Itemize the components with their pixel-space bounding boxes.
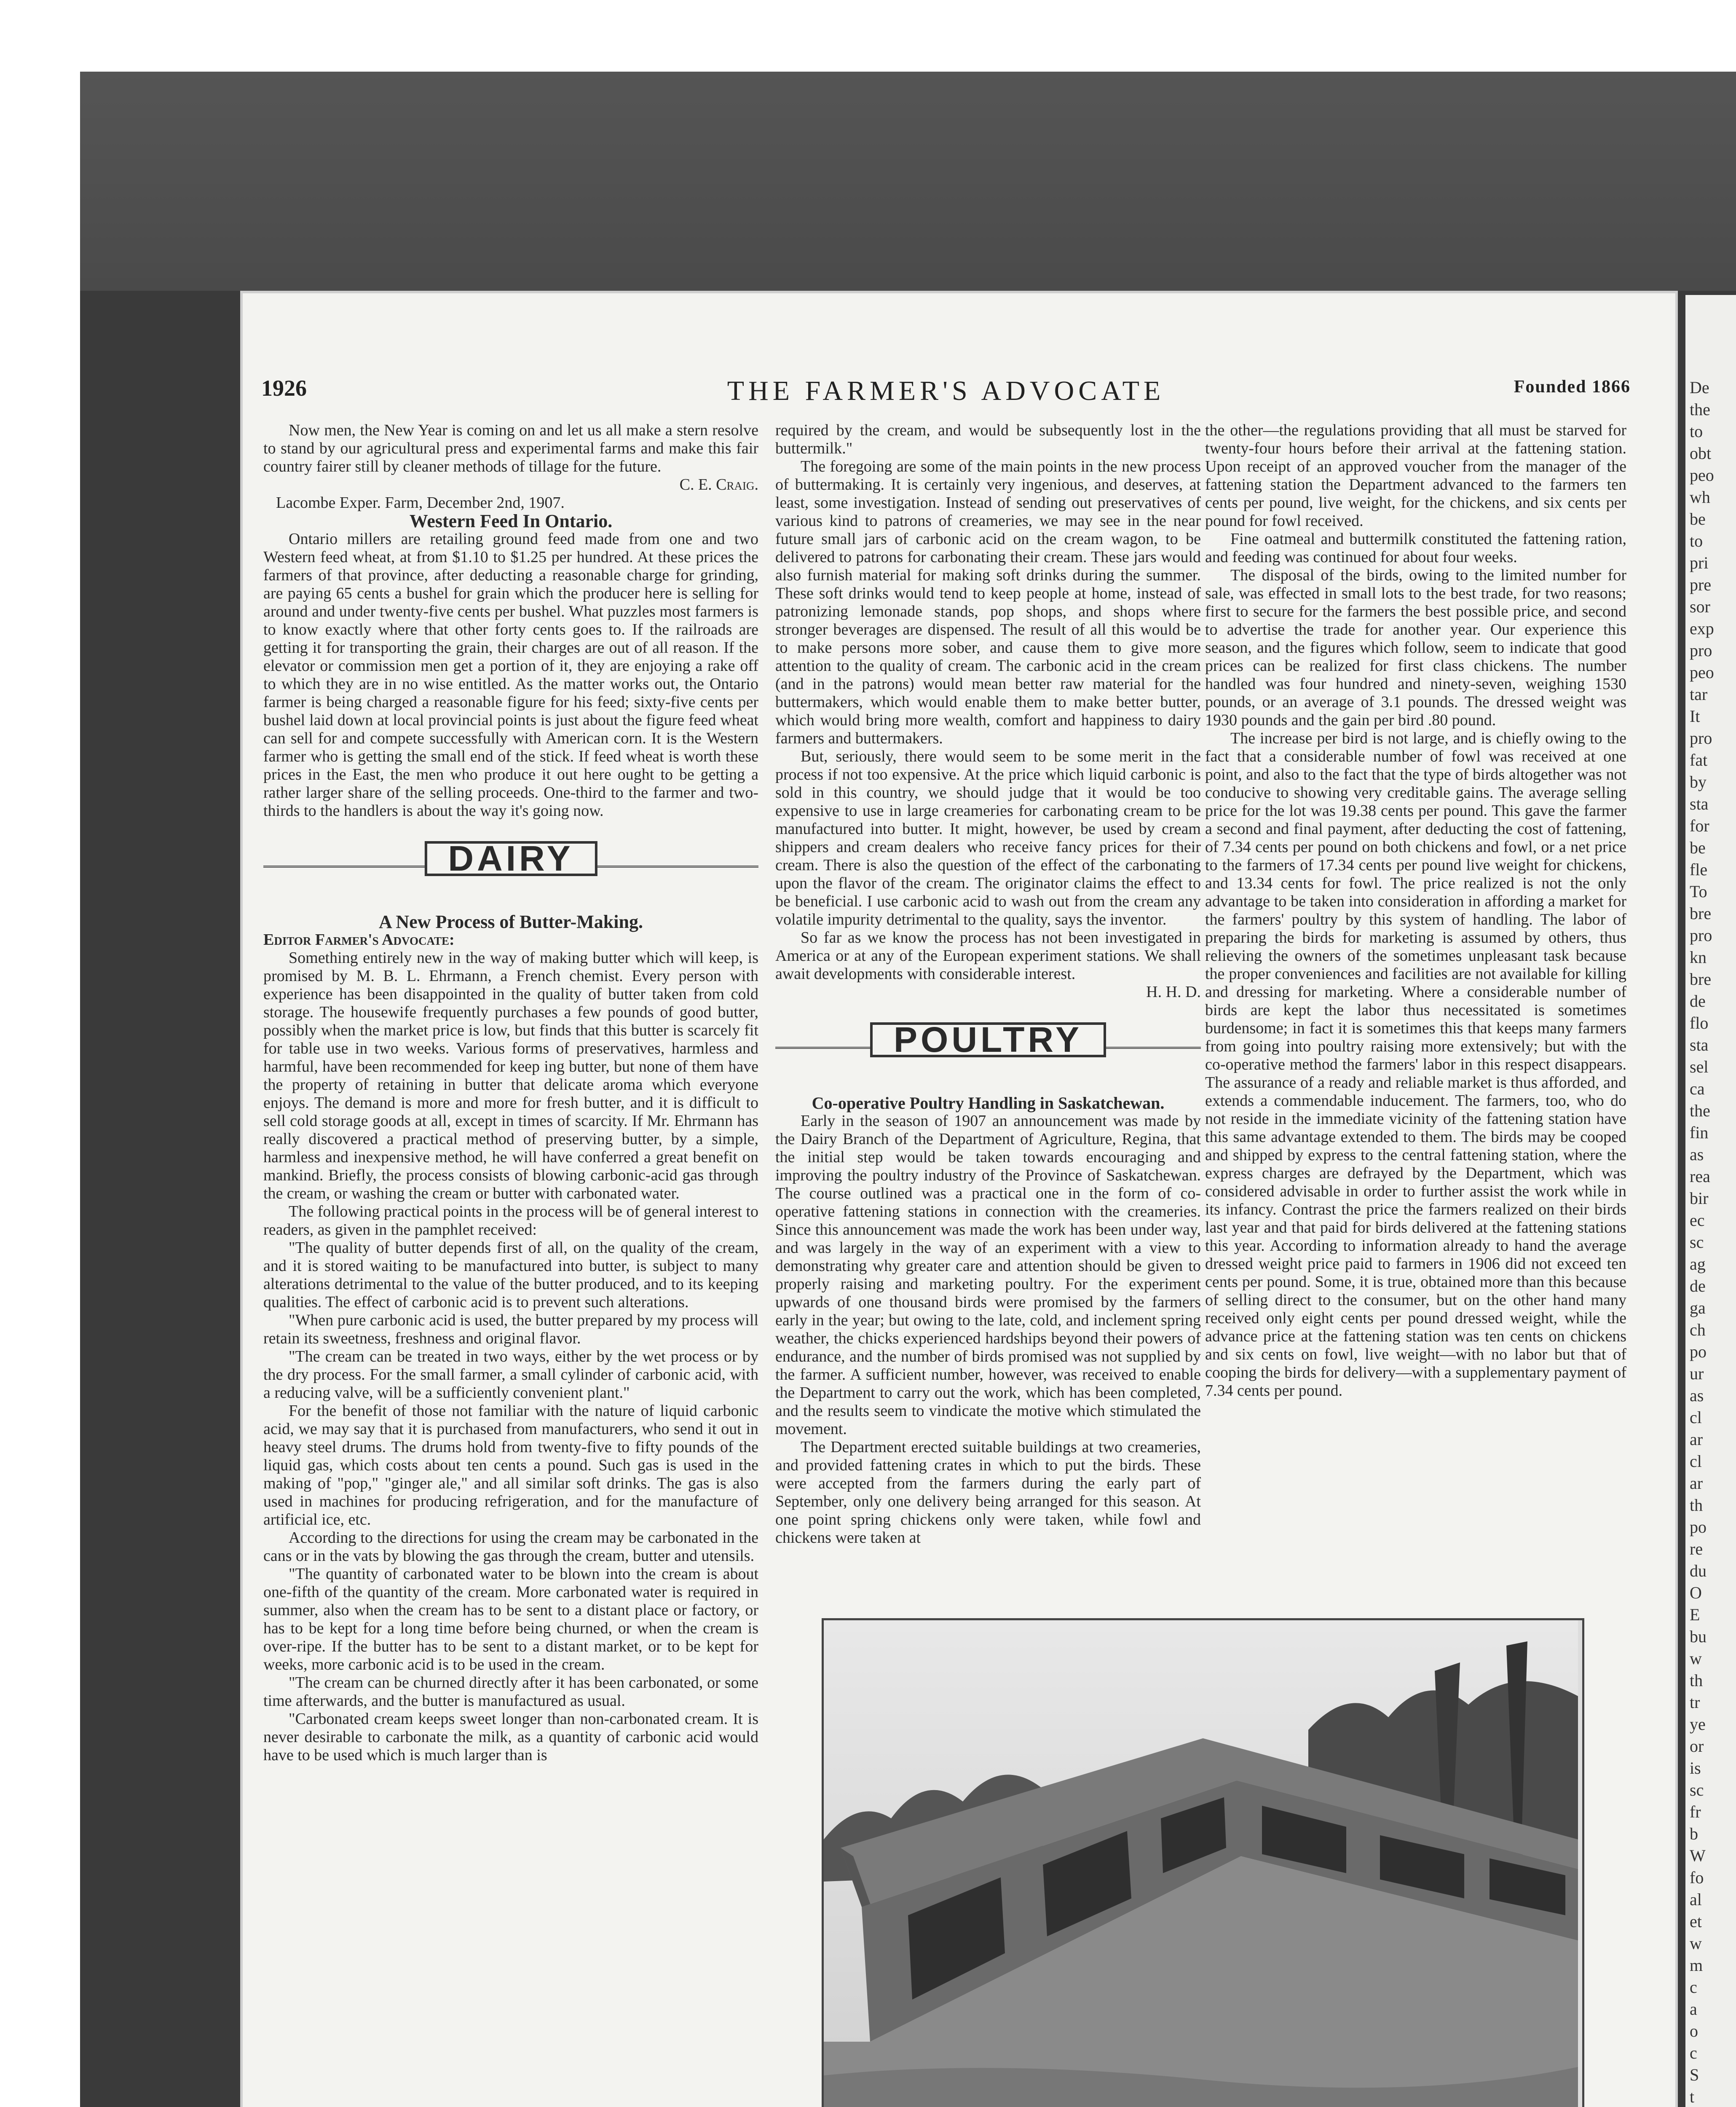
adjacent-page-fragment: bre (1690, 970, 1712, 989)
adjacent-page-fragment: as (1690, 1386, 1704, 1405)
adjacent-page-fragment: bre (1690, 904, 1712, 923)
coop-continued: The increase per bird is not large, and is chiefly owing to the fact that a considerable number of fowl was received at one point, and also to the fact that the type of birds altogether was not conducive to showing very creditable gains. The average selling price for the lot was 19.38 cents per pound. This gave the farmer a second and final payment, after deducting the cost of fattening, of 7.34 cents per pound on both chickens and fowl, or a net price to the farmers of 17.34 cents per pound live weight for chickens, and 13.34 cents for fowl. The price realized is not the only advantage to be taken into consideration in affording a market for the farmers' poultry by this system of handling. The labor of preparing the birds for marketing is assumed by others, thus relieving the owners of the sometimes unpleasant task because the proper conveniences and facilities are not available for killing and dressing for marketing. Where a considerable number of birds are kept the labor thus necessitated is sometimes burdensome; in fact it is sometimes this that keeps many farmers from going into poultry raising more extensively; but with the co-operative method the farmers' labor in this respect disappears. The assurance of a ready and reliable market is thus afforded, and extends a commendable inducement. The farmers, too, who do not reside in the immediate vicinity of the fattening station have this same advantage extended to them. The birds may be cooped and shipped by express to the central fattening station, where the express charges are defrayed by the Department, which was considered advisable in order to further assist the work while in its infancy. Contrast the price the farmers realized on their birds last year and that paid for birds delivered at the fattening stations this year. According to information already to hand the average dressed weight price paid to farmers in 1906 did not exceed ten cents per pound. Some, it is true, obtained more than this because of selling direct to the consumer, but on the other hand many received only eight cents per pound dressed weight, while the advance price at the fattening station was ten cents on chickens and six cents on fowl, live weight—with no labor but that of cooping the birds for delivery—with a supplementary payment of 7.34 cents per pound. (1205, 729, 1626, 1399)
intro-dateline: Lacombe Exper. Farm, December 2nd, 1907. (276, 494, 565, 512)
butter-continued: But, seriously, there would seem to be some merit in the process if not too expensive. At the price which liquid carbonic is sold in this country, we should judge that it would be too expensive to use in large creameries for carbonating cream to be manufactured into butter. It might, however, be used by cream shippers and cream dealers who receive fancy prices for their cream. There is also the question of the effect of the carbonating upon the flavor of the cream. The originator claims the effect to be beneficial. I use carbonic acid to wash out from the cream any volatile impurity detrimental to the quality, says the inventor. (775, 748, 1201, 928)
scanner-frame-top (80, 72, 1736, 291)
poultry-banner-label: POULTRY (870, 1022, 1106, 1057)
butter-continued: required by the cream, and would be subsequently lost in the buttermilk." (775, 421, 1201, 457)
adjacent-page-fragment: be (1690, 509, 1706, 528)
adjacent-page-fragment: for (1690, 816, 1709, 835)
adjacent-page-fragment: th (1690, 1496, 1703, 1515)
adjacent-page-fragment: pro (1690, 641, 1712, 660)
coop-poultry-heading: Co-operative Poultry Handling in Saskatchewan. (812, 1094, 1165, 1112)
adjacent-page-fragment: bu (1690, 1627, 1707, 1646)
adjacent-page-fragment: fle (1690, 860, 1708, 879)
adjacent-page-fragment: fr (1690, 1802, 1701, 1821)
adjacent-page-fragment: peo (1690, 663, 1714, 682)
adjacent-page-fragment: a (1690, 2000, 1697, 2019)
adjacent-page-fragment: be (1690, 838, 1706, 857)
adjacent-page-fragment: O (1690, 1583, 1702, 1602)
adjacent-page-fragment: De (1690, 378, 1709, 397)
column-3 (1205, 421, 1626, 1433)
adjacent-page-fragment: th (1690, 1671, 1703, 1690)
adjacent-page-fragment: rea (1690, 1167, 1710, 1186)
western-feed-text: Ontario millers are retailing ground feed made from one and two Western feed wheat, at from $1.10 to $1.25 per hundred. At these prices the farmers of that province, after deducting a reasonable charge for grinding, are paying 65 cents a bushel for grain which the producer here is selling for around and under twenty-five cents per bushel. What puzzles most farmers is to know exactly where that other forty cents goes to. If the railroads are getting it for transporting the grain, their charges are out of all reason. If the elevator or commission men get a portion of it, they are enjoying a rake off to which they are in no wise entitled. As the matter works out, the Ontario farmer is being charged a reasonable figure for his feed; sixty-five cents per bushel laid down at local provincial points is just about the figure feed wheat can sell for and compete successfully with American corn. It is the Western farmer who is getting the small end of the stick. If feed wheat is worth these prices in the East, the men who produce it out here ought to be getting a rather larger share of the selling proceeds. One-third to the farmer and two-thirds to the handlers is about the way it's going now. (263, 530, 758, 820)
adjacent-page-fragment: po (1690, 1342, 1707, 1361)
adjacent-page-fragment: t (1690, 2087, 1695, 2106)
adjacent-page-fragment: sc (1690, 1780, 1704, 1799)
adjacent-page-fragment: ca (1690, 1079, 1705, 1098)
adjacent-page-fragment: ye (1690, 1715, 1706, 1734)
adjacent-page-fragment: pro (1690, 729, 1712, 748)
butter-paragraph: According to the directions for using the cream may be carbonated in the cans or in the vats by blowing the gas through the cream, butter and utensils. (263, 1529, 758, 1565)
column-2 (775, 421, 1201, 1547)
dairy-banner (263, 833, 758, 900)
adjacent-page-fragment: the (1690, 1101, 1710, 1120)
adjacent-page-fragment: To (1690, 882, 1707, 901)
butter-paragraph: "The quality of butter depends first of all, on the quality of the cream, and it is stored waiting to be manufactured into butter, is subject to many alterations detrimental to the value of the butter produced, and to its keeping qualities. The effect of carbonic acid is to prevent such alterations. (263, 1239, 758, 1311)
adjacent-page-fragment: wh (1690, 488, 1710, 507)
poultry-house-illustration (824, 1620, 1578, 2107)
adjacent-page-fragment: is (1690, 1759, 1701, 1777)
page-header (261, 375, 1631, 413)
adjacent-page-fragment: the (1690, 400, 1710, 419)
adjacent-page-fragment: fat (1690, 751, 1708, 769)
butter-paragraph: "The cream can be churned directly after it has been carbonated, or some time afterwards, and the butter is manufactured as usual. (263, 1674, 758, 1710)
butter-paragraph: For the benefit of those not familiar with the nature of liquid carbonic acid, we may say that it is purchased from manufacturers, who send it out in heavy steel drums. The drums hold from twenty-five to fifty pounds of the liquid gas, which costs about ten cents a pound. Such gas is used in the making of "pop," "ginger ale," and all similar soft drinks. The gas is also used in machines for producing refrigeration, and for the manufacture of artificial ice, etc. (263, 1402, 758, 1528)
adjacent-page-fragment: S (1690, 2065, 1699, 2084)
adjacent-page-fragment: ar (1690, 1474, 1703, 1493)
adjacent-page-fragment: c (1690, 1978, 1697, 1997)
butter-paragraph: The following practical points in the process will be of general interest to readers, as given in the pamphlet received: (263, 1203, 758, 1238)
adjacent-page-fragment: c (1690, 2043, 1697, 2062)
butter-paragraph: "The cream can be treated in two ways, either by the wet process or by the dry process. For the small farmer, a small cylinder of carbonic acid, with a reducing valve, will be a sufficiently convenient plant." (263, 1348, 758, 1402)
adjacent-page-fragment: to (1690, 531, 1703, 550)
adjacent-page-fragment: re (1690, 1539, 1703, 1558)
intro-signature: C. E. Craig. (679, 476, 758, 493)
coop-continued: The disposal of the birds, owing to the limited number for sale, was effected in small lots to the best trade, for two reasons; first to secure for the farmers the best possible price, and second to advertise the trade for another year. Our experience this season, and the figures which follow, seem to indicate that good prices can be realized for first class chickens. The number handled was four hundred and ninety-seven, weighing 1530 pounds, or an average of 3.1 pounds. The dressed weight was 1930 pounds and the gain per bird .80 pound. (1205, 566, 1626, 729)
adjacent-page-fragment: to (1690, 422, 1703, 441)
butter-paragraph: "The quantity of carbonated water to be blown into the cream is about one-fifth of the quantity of the cream. More carbonated water is required in summer, also when the cream has to be sent to a distant place or factory, or has to be kept for a long time before being churned, or when the cream is over-ripe. If the butter has to be sent to a distant market, or to be kept for weeks, more carbonic acid is to be used in the cream. (263, 1565, 758, 1673)
poultry-house-photo (822, 1618, 1584, 2107)
adjacent-page-fragment: sel (1690, 1057, 1709, 1076)
butter-continued: So far as we know the process has not been investigated in America or at any of the European experiment stations. We shall await developments with considerable interest. (775, 929, 1201, 983)
butter-continued: The foregoing are some of the main points in the new process of buttermaking. It is certainly very ingenious, and deserves, at least, some investigation. Instead of sending out preservatives of various kind to patrons of creameries, we may see in the near future small jars of carbonic acid on the cream wagon, to be delivered to patrons for carbonating their cream. These jars would also furnish material for making soft drinks during the summer. These soft drinks would tend to keep people at home, instead of patronizing lemonade stands, pop shops, and shops where stronger beverages are dispensed. The result of all this would be to make persons more sober, and cause them to give more attention to the quality of cream. The carbonic acid in the cream (and in the patrons) would mean better raw material for the buttermakers, which would enable them to make better butter, which would bring more wealth, comfort and happiness to dairy farmers and buttermakers. (775, 458, 1201, 747)
adjacent-page-fragment: pre (1690, 575, 1712, 594)
western-feed-heading: Western Feed In Ontario. (409, 511, 613, 531)
coop-paragraph: The Department erected suitable buildings at two creameries, and provided fattening crates in which to put the birds. These were accepted from the farmers during the early part of September, only one delivery being arranged for this season. At one point spring chickens only were taken, while fowl and chickens were taken at (775, 1438, 1201, 1547)
editor-salutation: Editor Farmer's Advocate: (263, 931, 455, 949)
adjacent-page-fragment: ar (1690, 1430, 1703, 1449)
intro-paragraph: Now men, the New Year is coming on and let us all make a stern resolve to stand by our agricultural press and experimental farms and make this fair country fairer still by cleaner methods of tillage for the future. (263, 421, 758, 475)
adjacent-page-fragment: al (1690, 1890, 1702, 1909)
adjacent-page-fragment: ag (1690, 1255, 1706, 1273)
adjacent-page-fragment: ur (1690, 1364, 1704, 1383)
adjacent-page-fragment: flo (1690, 1013, 1709, 1032)
adjacent-page-fragment: by (1690, 772, 1707, 791)
coop-continued: the other—the regulations providing that all must be starved for twenty-four hours before their arrival at the fattening station. Upon receipt of an approved voucher from the manager of the fattening station the Department advanced to the farmers ten cents per pound, live weight, for the chickens, and six cents per pound for fowl received. (1205, 421, 1626, 530)
adjacent-page-fragment: kn (1690, 948, 1707, 967)
adjacent-page-fragment: m (1690, 1956, 1703, 1975)
column-1 (263, 421, 758, 2107)
adjacent-page-fragment: o (1690, 2021, 1698, 2040)
butter-paragraph: Something entirely new in the way of making butter which will keep, is promised by M. B. L. Ehrmann, a French chemist. Every person with experience has been disappointed in the quality of butter taken from cold storage. The housewife frequently purchases a few pounds of good butter, possibly when the market price is low, but finds that this butter is scarcely fit for table use in two weeks. Various forms of preservatives, harmless and harmful, have been recommended for keep ing butter, but none of them have the property of retaining in butter that delicate aroma which everyone enjoys. The demand is more and more for fresh butter, and it is difficult to sell cold storage goods at all, except in times of scarcity. If Mr. Ehrmann has really discovered a practical method of preserving butter, by a simple, harmless and inexpensive method, he will have conferred a great benefit on mankind. Briefly, the process consists of blowing carbonic-acid gas through the cream, or washing the cream or butter with carbonated water. (263, 949, 758, 1202)
adjacent-page-fragment: pri (1690, 553, 1709, 572)
adjacent-page-fragment: exp (1690, 619, 1714, 638)
adjacent-page-fragment: du (1690, 1561, 1707, 1580)
adjacent-page-fragment: or (1690, 1737, 1704, 1756)
adjacent-page-fragment: w (1690, 1934, 1702, 1953)
adjacent-page-fragment: ec (1690, 1211, 1705, 1230)
adjacent-page-fragment: de (1690, 1276, 1706, 1295)
coop-continued: Fine oatmeal and buttermilk constituted the fattening ration, and feeding was continued for about four weeks. (1205, 530, 1626, 566)
adjacent-page-fragment: pro (1690, 926, 1712, 945)
adjacent-page-fragment: obt (1690, 444, 1712, 463)
adjacent-page-fragment: fo (1690, 1868, 1704, 1887)
adjacent-page-fragment: ga (1690, 1298, 1706, 1317)
adjacent-page-fragment: de (1690, 992, 1706, 1011)
adjacent-page-fragment: E (1690, 1605, 1700, 1624)
poultry-banner (775, 1014, 1201, 1081)
adjacent-page-fragment: as (1690, 1145, 1704, 1164)
adjacent-page-fragment: sta (1690, 1035, 1709, 1054)
adjacent-page-fragment: fin (1690, 1123, 1709, 1142)
adjacent-page-fragment: b (1690, 1824, 1698, 1843)
adjacent-page-fragment: w (1690, 1649, 1702, 1668)
adjacent-page-fragment: po (1690, 1517, 1707, 1536)
butter-signature: H. H. D. (1146, 983, 1201, 1001)
adjacent-page-fragment: et (1690, 1912, 1702, 1931)
page-number: 1926 (261, 375, 307, 401)
butter-paragraph: "When pure carbonic acid is used, the butter prepared by my process will retain its sweetness, freshness and original flavor. (263, 1311, 758, 1347)
adjacent-page-fragment: peo (1690, 466, 1714, 485)
butter-paragraph: "Carbonated cream keeps sweet longer than non-carbonated cream. It is never desirable to carbonate the milk, as a quantity of carbonic acid would have to be used which is much larger than is (263, 1710, 758, 1764)
adjacent-page-fragment: It (1690, 707, 1700, 726)
adjacent-page-fragment: ch (1690, 1320, 1706, 1339)
adjacent-page-fragment: cl (1690, 1452, 1702, 1471)
butter-heading: A New Process of Butter-Making. (379, 911, 643, 932)
adjacent-page-fragment: bir (1690, 1189, 1709, 1208)
adjacent-page-fragment: sta (1690, 794, 1709, 813)
dairy-banner-label: DAIRY (424, 841, 597, 876)
adjacent-page-edge (1685, 295, 1736, 2107)
publication-title: THE FARMER'S ADVOCATE (727, 375, 1165, 406)
founded-note: Founded 1866 (1514, 377, 1631, 397)
adjacent-page-fragment: W (1690, 1846, 1706, 1865)
adjacent-page-fragment: cl (1690, 1408, 1702, 1427)
adjacent-page-fragment: sc (1690, 1233, 1704, 1252)
adjacent-page-fragment: tar (1690, 685, 1708, 704)
coop-paragraph: Early in the season of 1907 an announcement was made by the Dairy Branch of the Department of Agriculture, Regina, that the initial step would be taken towards encouraging and improving the poultry industry of the Province of Saskatchewan. The course outlined was a practical one in the form of co-operative fattening stations in connection with the creameries. Since this announcement was made the work has been under way, and was largely in the way of an experiment with a view to demonstrating why greater care and attention should be given to properly raising and marketing poultry. For the experiment upwards of one thousand birds were promised by the farmers early in the year; but owing to the late, cold, and inclement spring weather, the chicks experienced hardships beyond their powers of endurance, and the number of birds promised was not supplied by the farmer. A sufficient number, however, was received to enable the Department to carry out the work, which has been completed, and the results seem to vindicate the motive which stimulated the movement. (775, 1112, 1201, 1438)
adjacent-page-fragment: sor (1690, 597, 1710, 616)
adjacent-page-fragment: tr (1690, 1693, 1700, 1712)
